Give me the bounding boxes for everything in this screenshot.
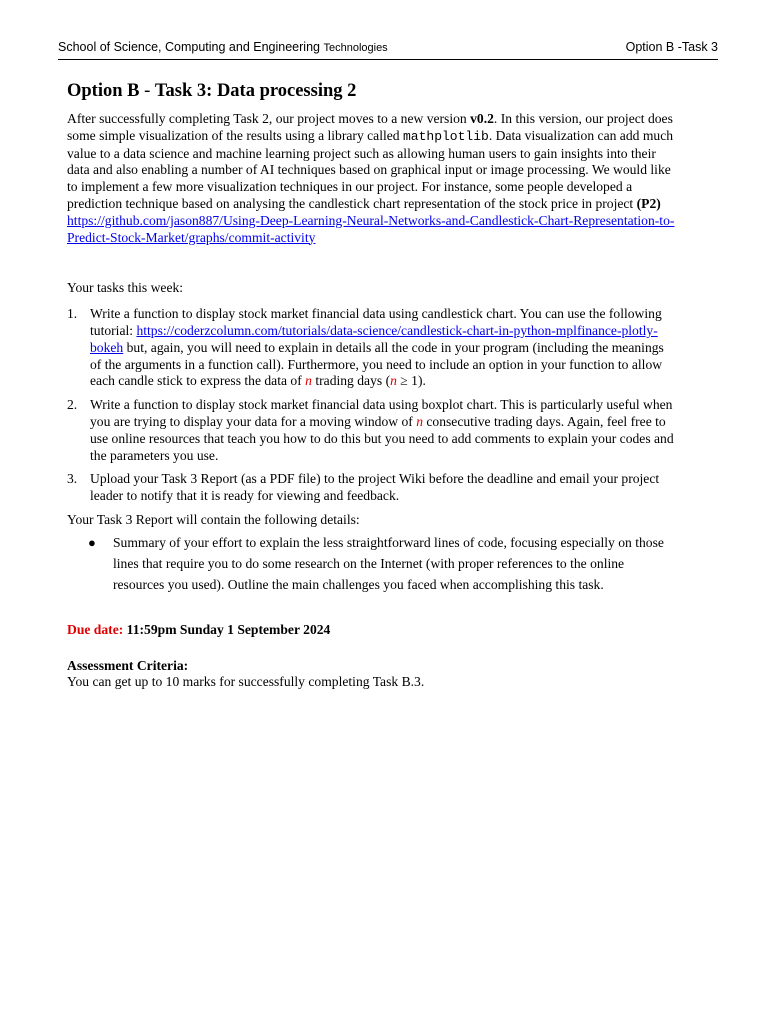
due-date-value: 11:59pm Sunday 1 September 2024: [123, 621, 331, 637]
report-detail-text: Summary of your effort to explain the less straightforward lines of code, focusing especially on those lines that require you to do some research on the Internet (with proper references to the online resources you used). Outline the main challenges you faced when accomplishing this task.: [113, 534, 664, 592]
due-date: [67, 622, 677, 639]
github-project-link[interactable]: https://github.com/jason887/Using-Deep-Learning-Neural-Networks-and-Candlestick-Chart-Representation-to-Predict-Stock-Market/graphs/commit-activity: [67, 212, 675, 245]
intro-text-2: . In this version, our project does some simple visualization of the results using a library called: [67, 111, 673, 143]
task-text: Write a function to display stock market financial data using boxplot chart. This is particularly useful when you are trying to display your data for a moving window of: [90, 397, 673, 429]
library-name: mathplotlib: [403, 128, 489, 144]
report-detail-item: [88, 532, 677, 595]
task-text: consecutive trading days. Again, feel free to use online resources that teach you how to do this but you need to add comments to explain your codes and the parameters you use.: [90, 413, 674, 463]
intro-paragraph: [67, 111, 677, 246]
task-number: 1.: [67, 306, 78, 322]
title-option: Option B: [67, 81, 140, 101]
task-text: but, again, you will need to explain in details all the code in your program (including the meanings of the arguments in a function call). Furthermore, you need to include an option in your function to allow each candle stick to express the data of: [90, 339, 664, 389]
task-text: trading days (: [311, 373, 391, 389]
title-task: Task 3: Data processing 2: [154, 81, 357, 101]
header-school: [58, 40, 388, 54]
report-details-list: [67, 532, 677, 595]
variable-n: n: [305, 373, 312, 389]
task-text: Upload your Task 3 Report (as a PDF file) to the project Wiki before the deadline and email your project leader to notify that it is ready for viewing and feedback.: [90, 471, 660, 504]
header-school-small: Technologies: [323, 42, 388, 54]
version-label: v0.2: [470, 111, 494, 126]
task-number: 2.: [67, 397, 78, 413]
due-date-label: Due date:: [67, 621, 124, 637]
title-separator: -: [139, 81, 155, 101]
tasks-list: [67, 306, 677, 505]
document-body: [67, 80, 677, 691]
assessment-section: [67, 658, 677, 692]
task-text: Write a function to display stock market financial data using candlestick chart. You can use the following tutorial:: [90, 306, 662, 338]
task-item: [67, 306, 677, 390]
report-heading: Your Task 3 Report will contain the following details:: [67, 511, 360, 527]
assessment-text: You can get up to 10 marks for successfully completing Task B.3.: [67, 674, 425, 690]
task-item: [67, 471, 677, 505]
header-task-label: Option B -Task 3: [625, 40, 718, 54]
header-school-main: School of Science, Computing and Engineering: [58, 40, 320, 54]
project-p2-label: (P2): [636, 195, 661, 211]
tutorial-link[interactable]: https://coderzcolumn.com/tutorials/data-science/candlestick-chart-in-python-mplfinance-plotly-bokeh: [90, 322, 658, 355]
bullet-icon: ●: [88, 534, 96, 550]
variable-n: n: [390, 373, 397, 389]
assessment-heading: Assessment Criteria:: [67, 657, 189, 673]
page-title: [67, 80, 677, 102]
header-rule: [58, 59, 718, 60]
task-number: 3.: [67, 471, 78, 487]
intro-text-3: . Data visualization can add much value to a data science and machine learning project such as allowing human users to gain insights into their data and also enabling a number of AI techniques based on graphical input or image processing. We would like to implement a few more visualization techniques in our project. For instance, some people developed a prediction technique based on analysing the candlestick chart representation of the stock price in project: [67, 127, 674, 211]
tasks-heading: Your tasks this week:: [67, 280, 184, 296]
task-item: [67, 397, 677, 464]
intro-text-1: After successfully completing Task 2, our project moves to a new version: [67, 111, 471, 126]
variable-n: n: [416, 413, 423, 429]
task-text: ≥ 1).: [396, 373, 426, 389]
